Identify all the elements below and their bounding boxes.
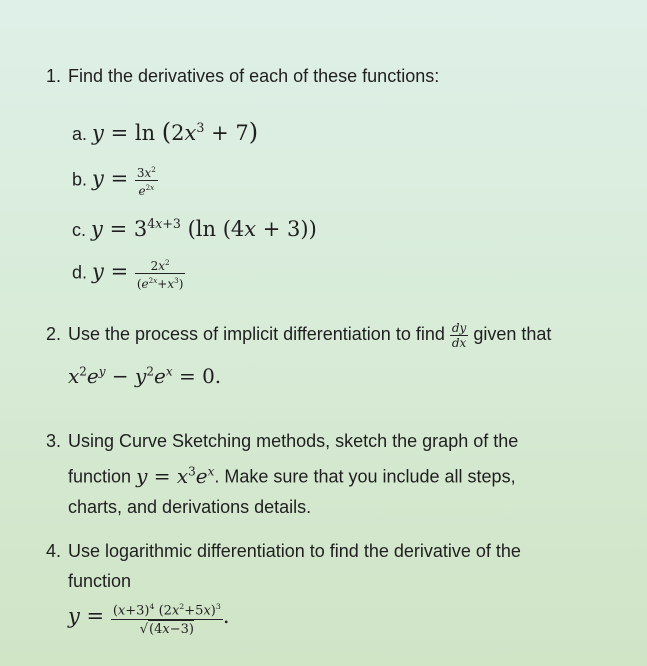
- part-b-equation: y =: [92, 166, 135, 191]
- log-diff-fraction: $\frac{(x+3)^4 (2x^2+5x)^3}{√(4x-3)}$: [111, 598, 223, 638]
- part-d-fraction: $\frac{2x^2}{(e^{2x}+x^3)}$: [136, 258, 184, 291]
- question-text-line-2-suffix: . Make sure that you include all steps,: [214, 466, 516, 487]
- question-2-equation-line: [46, 356, 221, 392]
- part-label: a.: [72, 124, 88, 144]
- curve-function: $y = x^3e^x$: [136, 463, 215, 488]
- question-text: Use the process of implicit differentiation to find: [68, 324, 445, 344]
- implicit-equation: $x^2e^y - y^2e^x = 0$.: [68, 363, 222, 388]
- part-label: c.: [72, 220, 87, 240]
- part-d: [72, 256, 185, 291]
- question-text: Find the derivatives of each of these functions:: [68, 66, 440, 86]
- question-text-line-2-prefix: function: [68, 466, 132, 487]
- part-d-equation: y =: [92, 259, 135, 284]
- question-4: [46, 536, 521, 596]
- part-b-fraction: $\frac{3x^2}{e^{2x}}$: [136, 165, 156, 198]
- log-diff-lhs: y =: [68, 603, 111, 628]
- question-number: 1.: [46, 66, 62, 86]
- question-4-equation: y = $\frac{(x+3)^4 (2x^2+5x)^3}{√(4x-3)}$ .: [68, 598, 230, 638]
- question-text-line-2: function: [68, 571, 132, 591]
- part-label: b.: [72, 169, 88, 190]
- part-c-equation: $y = 3^{4x+3}$ (ln (4x + 3)): [91, 216, 317, 241]
- part-a-equation: $y = \ln (2x^3 + 7)$: [92, 118, 259, 146]
- question-text-line-1: Use logarithmic differentiation to find the derivative of the: [68, 541, 521, 561]
- question-text-line-1: Using Curve Sketching methods, sketch the graph of the: [68, 431, 519, 451]
- question-number: 2.: [46, 324, 62, 344]
- question-1: [46, 61, 439, 91]
- part-b: [72, 163, 158, 198]
- question-2: [46, 319, 551, 350]
- dy-dx-fraction: $\frac{dy}{dx}$: [451, 320, 467, 350]
- part-c: [72, 210, 317, 244]
- question-number: 4.: [46, 541, 62, 561]
- question-3: [46, 426, 518, 522]
- question-text-after: given that: [473, 324, 552, 344]
- part-a: [72, 114, 258, 148]
- question-text-line-3: charts, and derivations details.: [68, 496, 312, 517]
- part-label: d.: [72, 262, 88, 283]
- question-number: 3.: [46, 431, 62, 451]
